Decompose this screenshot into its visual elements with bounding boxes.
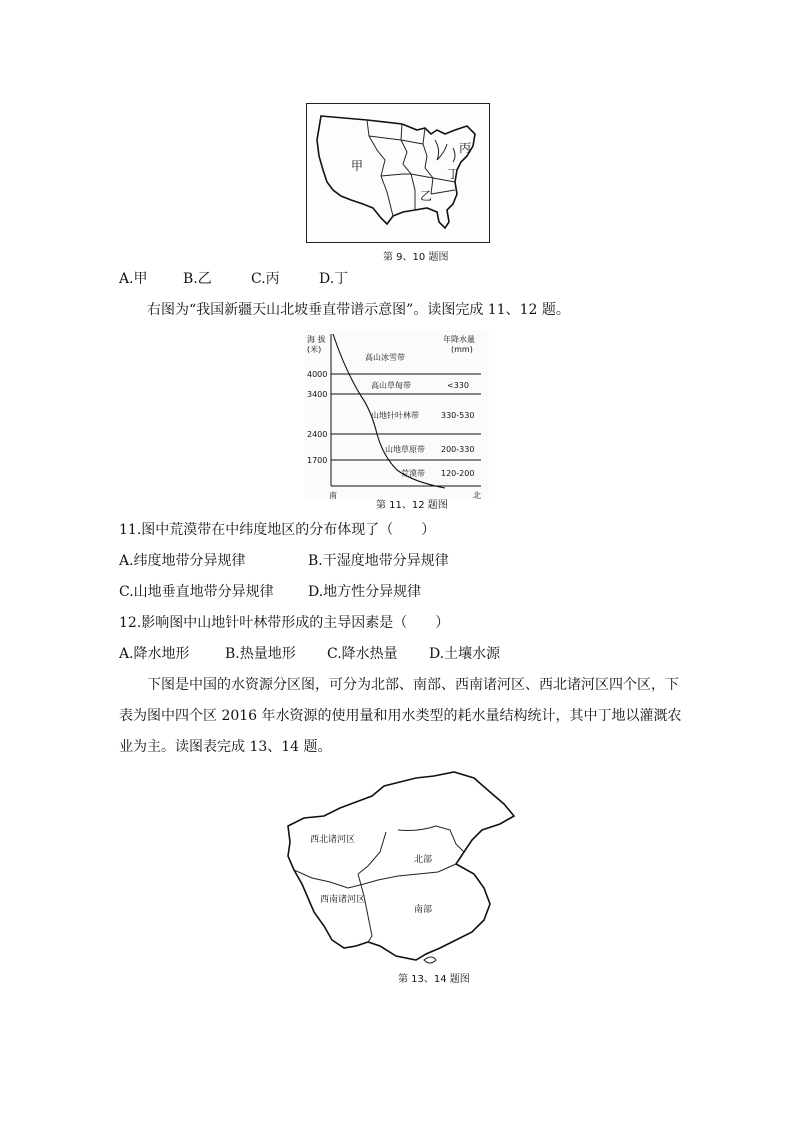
altitude-axis-unit: (米)	[307, 345, 322, 354]
label-northwest-basin: 西北诸河区	[310, 835, 356, 845]
figure-caption-11-12: 第 11、12 题图	[376, 500, 448, 511]
q12-option-d: D.土壤水源	[429, 646, 501, 662]
figure-caption-9-10: 第 9、10 题图	[383, 252, 449, 263]
zone-coniferous: 山地针叶林带	[371, 411, 419, 420]
precip-title: 年降水量	[443, 335, 475, 344]
zone-alpine-meadow-precip: <330	[447, 381, 469, 390]
q12-option-b: B.热量地形	[225, 646, 296, 662]
intro-11-12: 右图为“我国新疆天山北坡垂直带谱示意图”。读图完成 11、12 题。	[147, 302, 570, 318]
altitude-4000: 4000	[307, 370, 328, 379]
direction-north: 北	[473, 491, 481, 500]
intro-13-14-line3: 业为主。读图表完成 13、14 题。	[119, 739, 332, 755]
question-12: 12.影响图中山地针叶林带形成的主导因素是（ ）	[119, 615, 450, 631]
zone-alpine-snow: 高山冰雪带	[365, 353, 405, 362]
option-b: B.乙	[183, 271, 212, 287]
zone-steppe: 山地草原带	[385, 445, 425, 454]
zonation-figure	[305, 330, 489, 500]
zone-desert: 荒漠带	[401, 469, 425, 478]
q11-option-d: D.地方性分异规律	[308, 584, 422, 600]
usa-map-svg	[307, 104, 489, 242]
altitude-axis-title: 海 拔	[307, 335, 326, 344]
option-a: A.甲	[119, 271, 148, 287]
label-south: 南部	[414, 905, 433, 915]
altitude-1700: 1700	[307, 456, 328, 465]
q11-option-c: C.山地垂直地带分异规律	[119, 584, 274, 600]
intro-13-14-line2: 表为图中四个区 2016 年水资源的使用量和用水类型的耗水量结构统计，其中丁地以灌溉农	[119, 708, 682, 724]
zonation-svg	[305, 330, 489, 500]
china-map-figure	[268, 770, 526, 966]
direction-south: 南	[329, 491, 337, 500]
china-map-svg	[268, 770, 526, 966]
usa-map-figure	[306, 103, 490, 243]
china-outline	[288, 772, 514, 960]
option-d: D.丁	[319, 271, 349, 287]
figure-caption-13-14: 第 13、14 题图	[398, 974, 470, 985]
intro-13-14-line1: 下图是中国的水资源分区图，可分为北部、南部、西南诸河区、西北诸河区四个区，下	[147, 677, 679, 693]
label-southwest-basin: 西南诸河区	[320, 895, 366, 905]
zone-alpine-meadow: 高山草甸带	[371, 381, 411, 390]
altitude-2400: 2400	[307, 430, 328, 439]
zone-desert-precip: 120-200	[441, 469, 475, 478]
label-ding: 丁	[447, 167, 460, 181]
label-north: 北部	[414, 855, 433, 865]
precip-unit: (mm)	[451, 345, 473, 354]
q11-option-b: B.干湿度地带分异规律	[308, 553, 449, 569]
label-bing: 丙	[459, 141, 472, 155]
zone-steppe-precip: 200-330	[441, 445, 475, 454]
q12-option-a: A.降水地形	[119, 646, 190, 662]
option-c: C.丙	[251, 271, 280, 287]
question-11: 11.图中荒漠带在中纬度地区的分布体现了（ ）	[119, 522, 436, 538]
altitude-3400: 3400	[307, 390, 328, 399]
label-jia: 甲	[351, 159, 364, 173]
label-yi: 乙	[420, 189, 433, 203]
q11-option-a: A.纬度地带分异规律	[119, 553, 246, 569]
zone-coniferous-precip: 330-530	[441, 411, 475, 420]
q12-option-c: C.降水热量	[327, 646, 398, 662]
